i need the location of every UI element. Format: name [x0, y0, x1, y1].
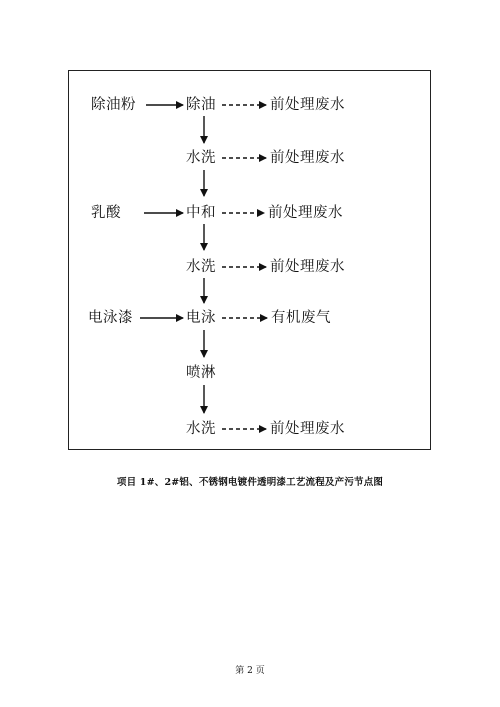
output-pretreatment-wastewater-4: 前处理废水 [270, 259, 345, 275]
output-pretreatment-wastewater-2: 前处理废水 [270, 150, 345, 166]
step-water-wash-2: 水洗 [186, 259, 216, 275]
step-water-wash-3: 水洗 [186, 421, 216, 437]
output-organic-exhaust-gas: 有机废气 [271, 310, 331, 326]
output-pretreatment-wastewater-1: 前处理废水 [270, 97, 345, 113]
step-electrophoresis: 电泳 [186, 310, 216, 326]
step-spraying: 喷淋 [186, 365, 216, 381]
input-lactic-acid: 乳酸 [91, 205, 121, 221]
input-degreasing-powder: 除油粉 [91, 97, 136, 113]
step-water-wash-1: 水洗 [186, 150, 216, 166]
output-pretreatment-wastewater-3: 前处理废水 [268, 205, 343, 221]
step-neutralization: 中和 [186, 205, 216, 221]
output-pretreatment-wastewater-5: 前处理废水 [270, 421, 345, 437]
input-electrophoretic-paint: 电泳漆 [88, 310, 133, 326]
step-degreasing: 除油 [186, 97, 216, 113]
page-number: 第 2 页 [235, 666, 265, 676]
figure-caption: 项目 1#、2#铝、不锈钢电镀件透明漆工艺流程及产污节点图 [116, 477, 384, 488]
